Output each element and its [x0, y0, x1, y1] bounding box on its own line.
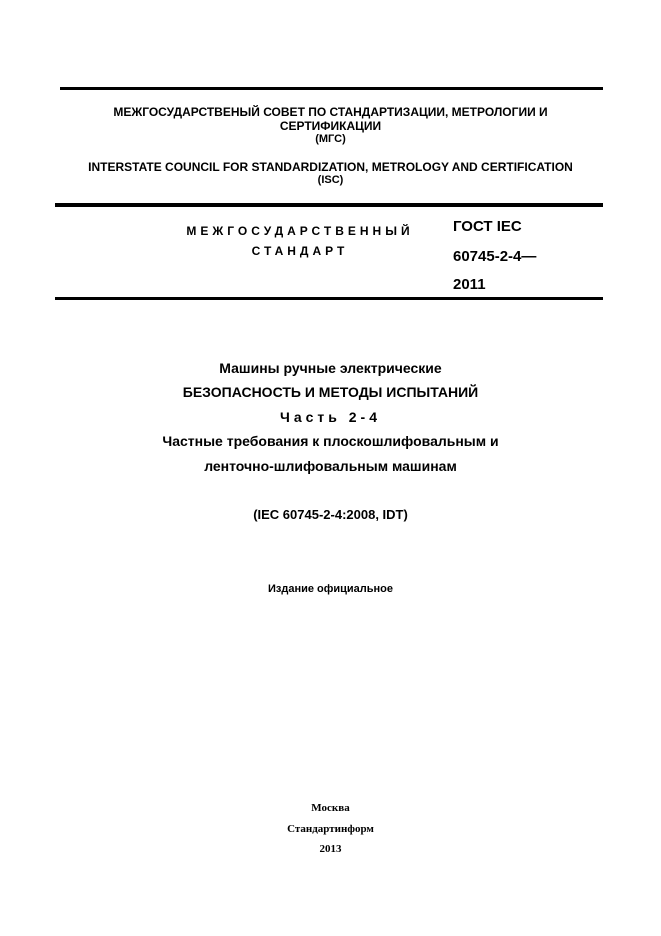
- imprint-year: 2013: [319, 843, 342, 855]
- bottom-rule: [55, 297, 603, 300]
- standard-code-line1: ГОСТ IEC: [453, 218, 522, 235]
- standard-type-line1: МЕЖГОСУДАРСТВЕННЫЙ: [186, 224, 414, 238]
- title-line2: БЕЗОПАСНОСТЬ И МЕТОДЫ ИСПЫТАНИЙ: [182, 384, 479, 400]
- imprint-publisher: Стандартинформ: [287, 823, 374, 835]
- standard-type-line2: СТАНДАРТ: [251, 244, 349, 258]
- edition-label: Издание официальное: [267, 583, 394, 595]
- title-line1: Машины ручные электрические: [219, 360, 442, 376]
- title-line5: ленточно-шлифовальным машинам: [204, 458, 457, 474]
- council-en-line1: INTERSTATE COUNCIL FOR STANDARDIZATION, METROLOGY AND CERTIFICATION: [88, 160, 573, 174]
- iec-reference: (IEC 60745-2-4:2008, IDT): [253, 507, 408, 522]
- top-rule: [60, 87, 603, 90]
- standard-code-line3: 2011: [453, 276, 486, 293]
- standard-code-line2: 60745-2-4—: [453, 248, 537, 265]
- middle-rule: [55, 203, 603, 207]
- title-line4: Частные требования к плоскошлифовальным и: [162, 433, 499, 449]
- council-ru-line2: СЕРТИФИКАЦИИ: [279, 119, 382, 133]
- council-ru-line1: МЕЖГОСУДАРСТВЕНЫЙ СОВЕТ ПО СТАНДАРТИЗАЦИИ, МЕТРОЛОГИИ И: [113, 105, 548, 119]
- imprint-city: Москва: [311, 802, 350, 814]
- title-part: Часть 2-4: [280, 409, 381, 425]
- council-ru-abbr: (МГС): [315, 133, 346, 145]
- council-en-abbr: (ISC): [317, 174, 344, 186]
